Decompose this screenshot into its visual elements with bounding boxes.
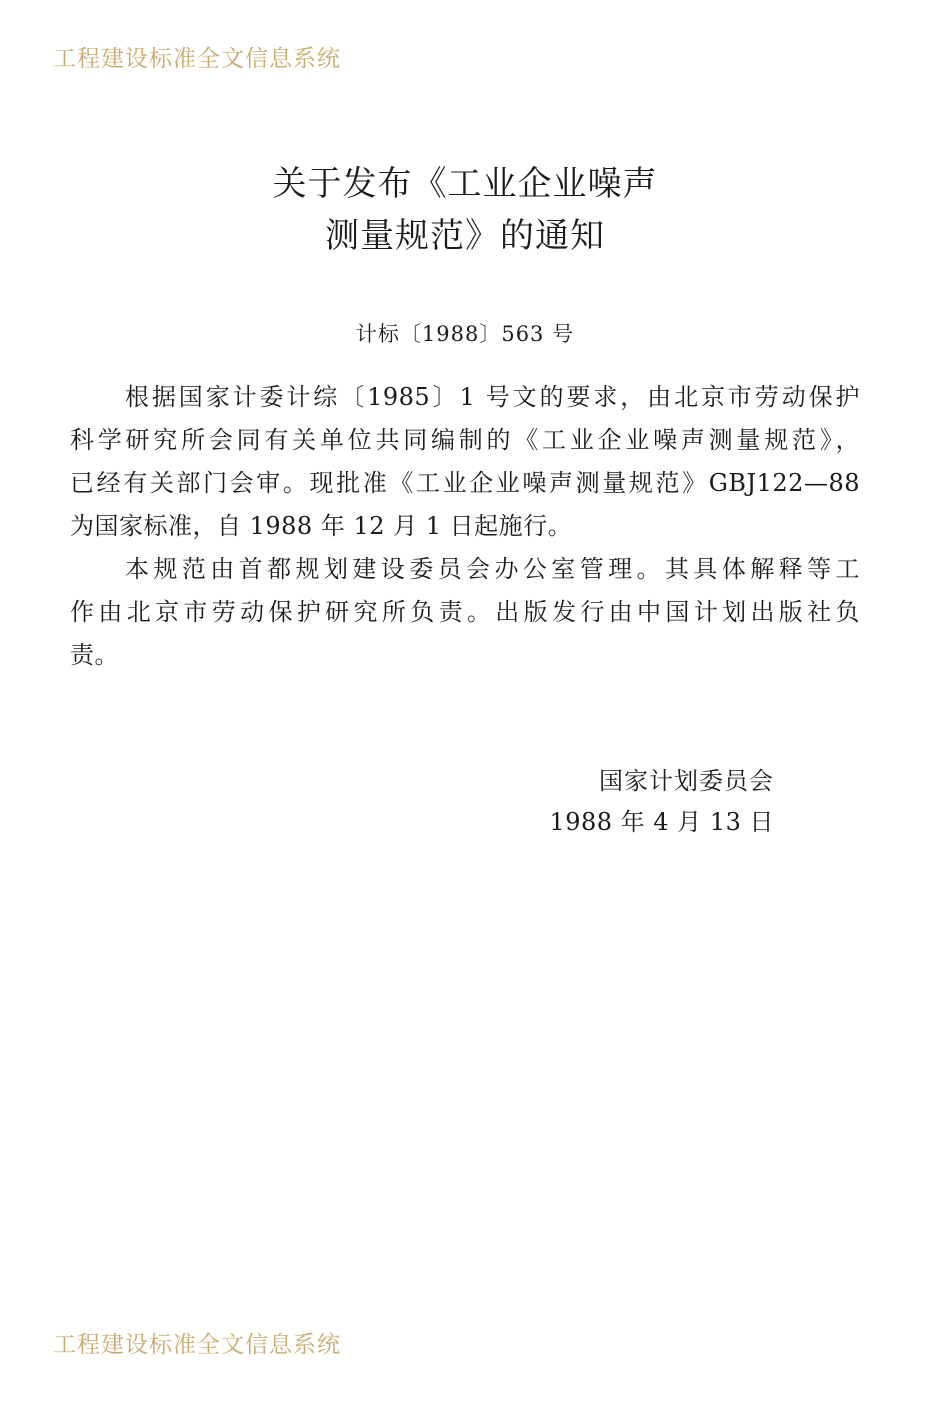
paragraph-2-line: 本规范由首都规划建设委员会办公室管理。其具体解释等工 [125, 555, 860, 583]
title-line-2: 测量规范》的通知 [325, 216, 605, 256]
paragraph-2-line: 责。 [70, 641, 119, 669]
title-line-1: 关于发布《工业企业噪声 [272, 164, 658, 204]
watermark-footer: 工程建设标准全文信息系统 [53, 1332, 341, 1358]
signing-date: 1988 年 4 月 13 日 [549, 808, 774, 836]
paragraph-1-line: 根据国家计委计综〔1985〕1 号文的要求，由北京市劳动保护 [125, 383, 860, 411]
document-title [0, 158, 930, 262]
paragraph-1-line: 为国家标准，自 1988 年 12 月 1 日起施行。 [70, 512, 573, 540]
paragraph-1-line: 已经有关部门会审。现批准《工业企业噪声测量规范》GBJ122—88 [70, 469, 860, 497]
document-body [70, 376, 860, 677]
watermark-header: 工程建设标准全文信息系统 [53, 46, 341, 72]
paragraph-2-line: 作由北京市劳动保护研究所负责。出版发行由中国计划出版社负 [70, 598, 860, 626]
document-number: 计标〔1988〕563 号 [355, 322, 575, 346]
paragraph-1-line: 科学研究所会同有关单位共同编制的《工业企业噪声测量规范》， [70, 426, 860, 454]
signing-organization: 国家计划委员会 [599, 767, 774, 795]
